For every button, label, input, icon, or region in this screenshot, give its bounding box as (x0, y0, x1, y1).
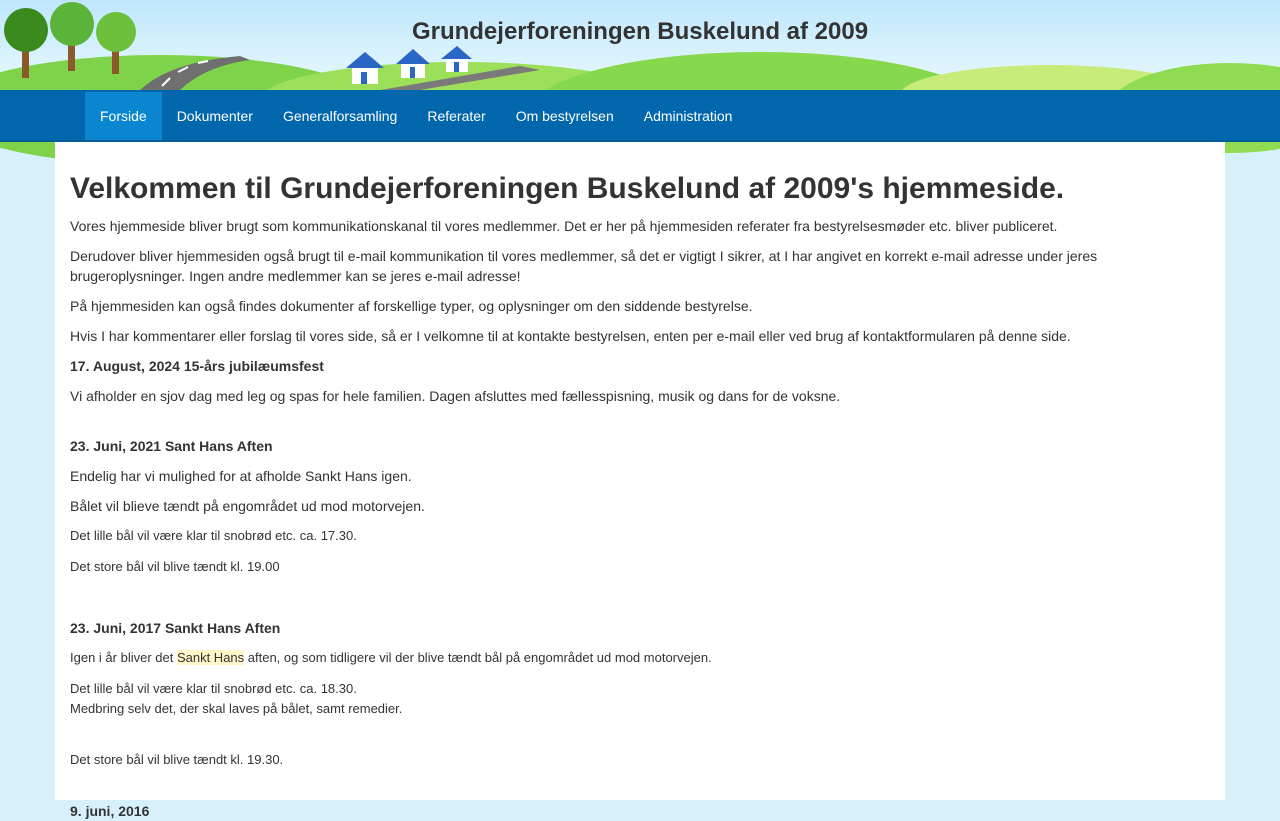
main-content (55, 142, 1225, 819)
news-text: Bålet vil blieve tændt på engområdet ud mod motorvejen. (70, 498, 425, 514)
news-text-part: aften, og som tidligere vil der blive tændt bål på engområdet ud mod motorvejen. (244, 650, 712, 665)
news-title: 23. Juni, 2017 Sankt Hans Aften (70, 620, 281, 636)
news-text-line: Medbring selv det, der skal laves på bålet, samt remedier. (70, 701, 403, 716)
nav-item-dokumenter[interactable]: Dokumenter (176, 108, 253, 124)
news-title: 9. juni, 2016 (70, 803, 150, 819)
intro-paragraph: På hjemmesiden kan også findes dokumenter af forskellige typer, og oplysninger om den siddende bestyrelse. (70, 298, 753, 314)
highlighted-text: Sankt Hans (176, 650, 245, 665)
news-title: 23. Juni, 2021 Sant Hans Aften (70, 438, 273, 454)
intro-paragraph: Hvis I har kommentarer eller forslag til vores side, så er I velkomne til at kontakte bestyrelsen, enten per e-mail eller ved brug af kontaktformularen på denne side. (70, 328, 1071, 344)
nav-item-forside[interactable]: Forside (85, 92, 162, 140)
nav-item-referater[interactable]: Referater (427, 108, 486, 124)
news-text: Det lille bål vil være klar til snobrød etc. ca. 17.30. (70, 528, 357, 543)
news-text: Vi afholder en sjov dag med leg og spas for hele familien. Dagen afsluttes med fællesspisning, musik og dans for de voksne. (70, 388, 841, 404)
site-title: Grundejerforeningen Buskelund af 2009 (411, 18, 869, 45)
site-header (0, 0, 1280, 90)
news-text (70, 679, 1210, 719)
nav-item-om-bestyrelsen[interactable]: Om bestyrelsen (515, 108, 614, 124)
news-text: Endelig har vi mulighed for at afholde Sankt Hans igen. (70, 468, 412, 484)
nav-item-administration[interactable]: Administration (643, 108, 733, 124)
page-title: Velkommen til Grundejerforeningen Buskelund af 2009's hjemmeside. (70, 172, 1065, 205)
nav-item-generalforsamling[interactable]: Generalforsamling (282, 108, 398, 124)
news-title: 17. August, 2024 15-års jubilæumsfest (70, 358, 324, 374)
news-text-part: Igen i år bliver det (70, 650, 177, 665)
news-text-line: Det lille bål vil være klar til snobrød etc. ca. 18.30. (70, 681, 357, 696)
news-text: Det store bål vil blive tændt kl. 19.00 (70, 559, 280, 574)
news-text: Det store bål vil blive tændt kl. 19.30. (70, 752, 284, 767)
intro-paragraph: Derudover bliver hjemmesiden også brugt til e-mail kommunikation til vores medlemmer, så det er vigtigt I sikrer, at I har angivet en korrekt e-mail adresse under jeres brugeroplysninger. Ingen andre medlemmer kan se jeres e-mail adresse! (70, 248, 1098, 284)
main-navigation (0, 90, 1280, 142)
news-text (70, 648, 1210, 668)
intro-paragraph: Vores hjemmeside bliver brugt som kommunikationskanal til vores medlemmer. Det er her på hjemmesiden referater fra bestyrelsesmøder etc. bliver publiceret. (70, 218, 1058, 234)
